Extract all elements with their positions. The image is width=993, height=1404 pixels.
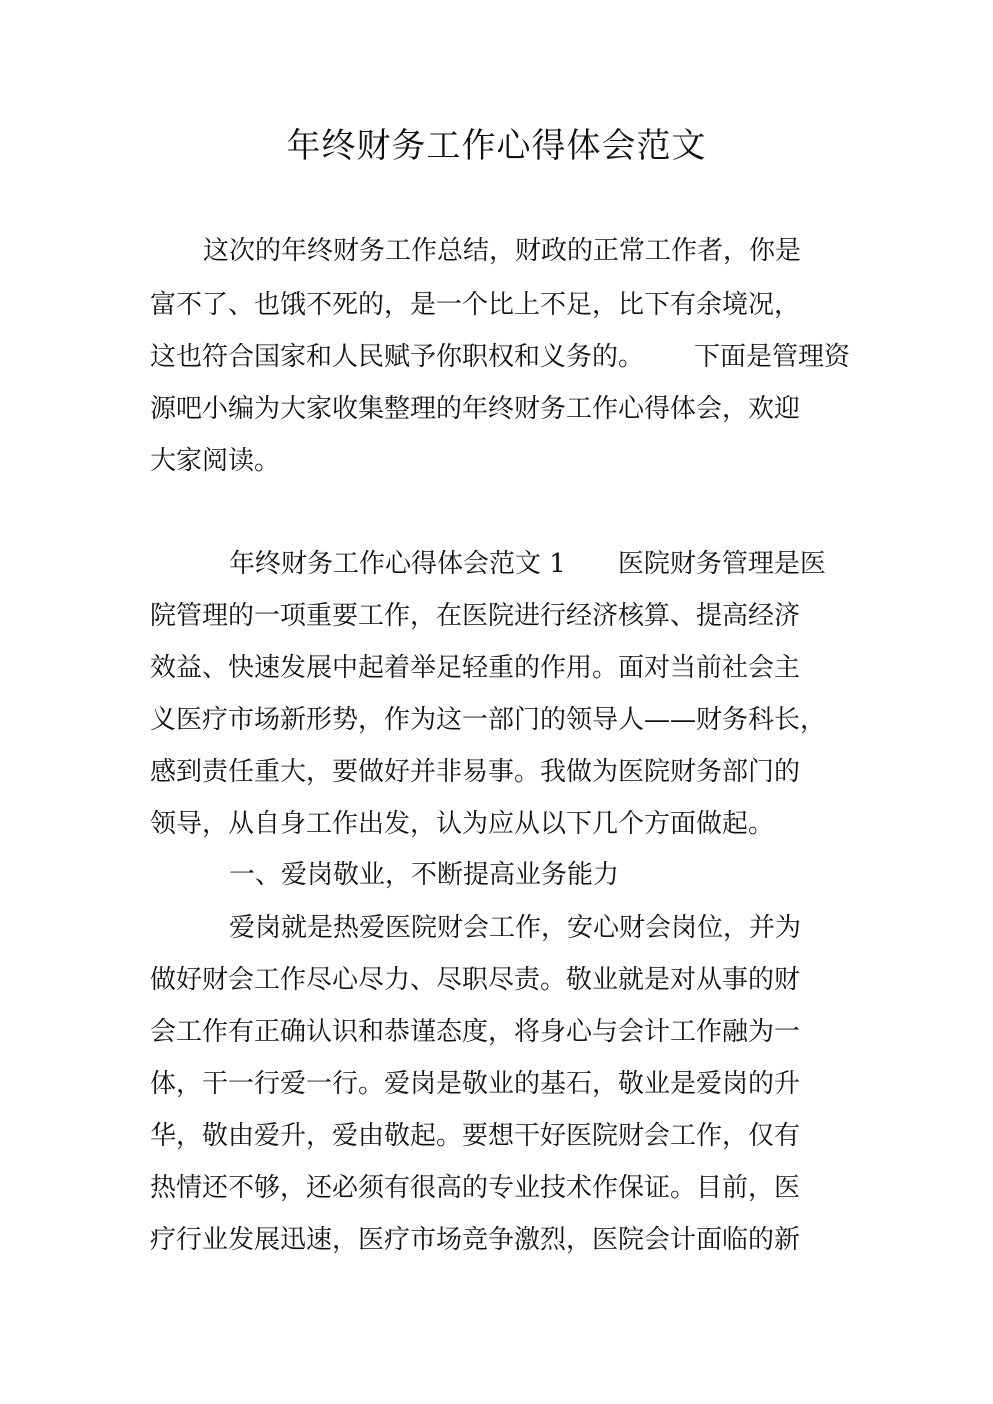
section1-first-line [229, 546, 826, 582]
para2-line-4: 体，干一行爱一行。爱岗是敬业的基石，敬业是爱岗的升 [150, 1069, 801, 1099]
intro-line-3a: 这也符合国家和人民赋予你职权和义务的。 [150, 342, 645, 372]
intro-line-4: 源吧小编为大家收集整理的年终财务工作心得体会，欢迎 [150, 394, 801, 424]
para2-line-7: 疗行业发展迅速，医疗市场竞争激烈，医院会计面临的新 [150, 1225, 801, 1255]
para2-line-1: 爱岗就是热爱医院财会工作，安心财会岗位，并为 [229, 913, 802, 943]
section1-line-3: 效益、快速发展中起着举足轻重的作用。面对当前社会主 [150, 653, 801, 683]
para2-line-5: 华，敬由爱升，爱由敬起。要想干好医院财会工作，仅有 [150, 1121, 801, 1151]
intro-line-3b: 下面是管理资 [694, 342, 851, 372]
intro-line-3 [150, 339, 850, 375]
section1-line-1: 医院财务管理是医 [617, 549, 826, 579]
document-title: 年终财务工作心得体会范文 [286, 126, 707, 166]
intro-line-1: 这次的年终财务工作总结，财政的正常工作者，你是 [203, 236, 802, 266]
subheading-1: 一、爱岗敬业，不断提高业务能力 [229, 860, 620, 890]
section1-line-5: 感到责任重大，要做好并非易事。我做为医院财务部门的 [150, 757, 801, 787]
intro-line-2: 富不了、也饿不死的，是一个比上不足，比下有余境况， [150, 290, 801, 320]
intro-line-5: 大家阅读。 [150, 446, 281, 476]
section1-line-2: 院管理的一项重要工作，在医院进行经济核算、提高经济 [150, 601, 801, 631]
section1-line-4: 义医疗市场新形势，作为这一部门的领导人——财务科长， [150, 705, 827, 735]
para2-line-2: 做好财会工作尽心尽力、尽职尽责。敬业就是对从事的财 [150, 965, 801, 995]
para2-line-6: 热情还不够，还必须有很高的专业技术作保证。目前，医 [150, 1173, 801, 1203]
section1-line-6: 领导，从自身工作出发，认为应从以下几个方面做起。 [150, 809, 775, 839]
section1-heading: 年终财务工作心得体会范文 1 [229, 549, 566, 579]
para2-line-3: 会工作有正确认识和恭谨态度，将身心与会计工作融为一 [150, 1017, 801, 1047]
